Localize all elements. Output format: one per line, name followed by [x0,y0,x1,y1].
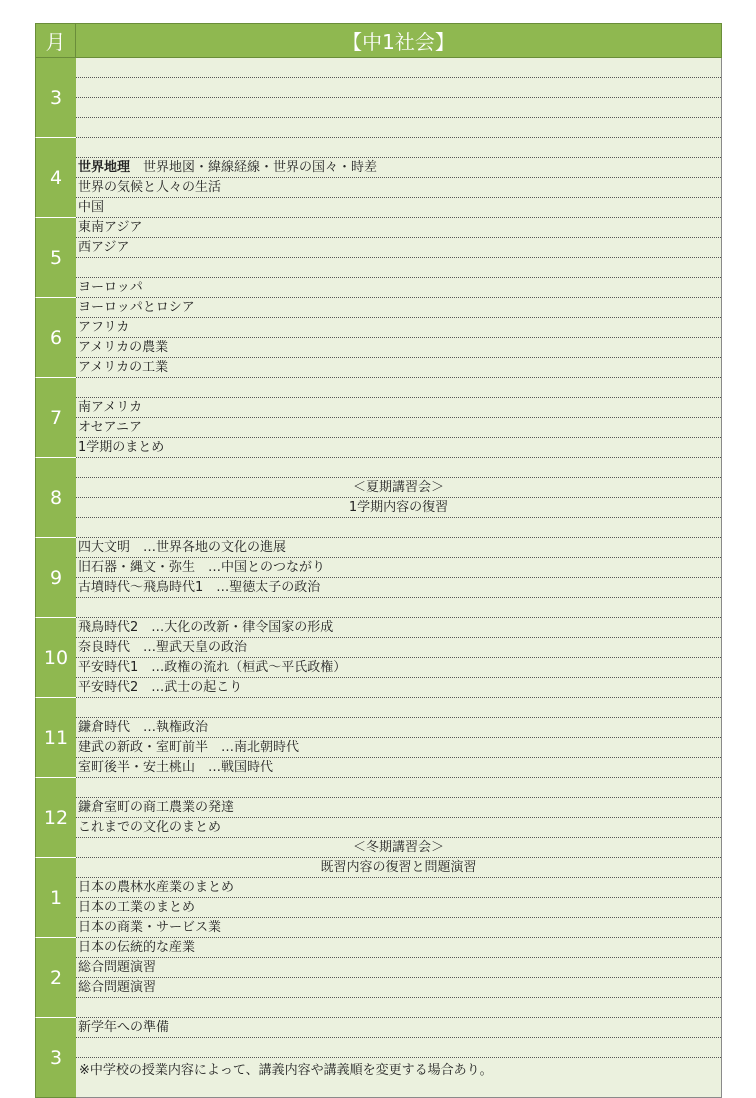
row-text: 室町後半・安土桃山 …戦国時代 [78,760,274,775]
schedule-row [76,698,721,718]
row-text: アメリカの工業 [78,360,169,375]
schedule-row [76,558,721,578]
month-label: 1 [35,858,76,938]
row-text: ＜夏期講習会＞ [352,480,444,495]
row-text: ヨーロッパとロシア [78,300,195,315]
month-content [76,538,722,618]
month-label: 4 [35,138,76,218]
schedule-row [76,178,721,198]
month-group [35,538,722,618]
month-group [35,378,722,458]
row-text: 古墳時代～飛鳥時代1 …聖徳太子の政治 [78,580,321,595]
row-text: アメリカの農業 [78,340,169,355]
schedule-row [76,138,721,158]
row-text: 南アメリカ [78,400,143,415]
schedule-row [76,618,721,638]
schedule-row [76,778,721,798]
row-text: これまでの文化のまとめ [78,820,222,835]
month-group [35,138,722,218]
schedule-row [76,898,721,918]
row-text: 世界の気候と人々の生活 [78,180,222,195]
month-group [35,218,722,298]
month-label: 3 [35,58,76,138]
month-label: 8 [35,458,76,538]
schedule-row [76,278,721,298]
row-text: ＜冬期講習会＞ [352,840,444,855]
table-title: 【中1社会】 [76,23,722,58]
month-label: 10 [35,618,76,698]
row-text: 平安時代2 …武士の起こり [78,680,243,695]
row-text: 日本の工業のまとめ [78,900,196,915]
row-text: 1学期内容の復習 [348,500,449,515]
row-text: 西アジア [78,240,130,255]
schedule-row [76,418,721,438]
row-text: 旧石器・縄文・弥生 …中国とのつながり [78,560,326,575]
row-text: 総合問題演習 [78,980,157,995]
schedule-row [76,58,721,78]
month-groups [35,58,722,1098]
schedule-row [76,338,721,358]
schedule-row [76,258,721,278]
month-content [76,378,722,458]
unit-heading: 世界地理 [78,160,131,175]
schedule-row [76,238,721,258]
row-text: 奈良時代 …聖武天皇の政治 [78,640,248,655]
month-label: 11 [35,698,76,778]
schedule-row [76,738,721,758]
row-text: 建武の新政・室町前半 …南北朝時代 [78,740,300,755]
schedule-row [76,1038,721,1058]
month-content [76,458,722,538]
schedule-row [76,958,721,978]
row-text: 日本の農林水産業のまとめ [78,880,235,895]
month-content [76,778,722,858]
row-text: 飛鳥時代2 …大化の改新・律令国家の形成 [78,620,334,635]
month-label: 6 [35,298,76,378]
row-text: 新学年への準備 [78,1020,170,1035]
row-text: 1学期のまとめ [78,440,165,455]
schedule-row [76,438,721,458]
month-group [35,698,722,778]
schedule-row [76,878,721,898]
row-text: オセアニア [78,420,142,435]
schedule-row [76,838,721,858]
schedule-row [76,498,721,518]
month-group [35,778,722,858]
schedule-row [76,318,721,338]
month-label: 3 [35,1018,76,1098]
row-text: 既習内容の復習と問題演習 [320,860,477,875]
row-text: 総合問題演習 [78,960,157,975]
row-text: 東南アジア [78,220,143,235]
row-text: 日本の伝統的な産業 [78,940,196,955]
month-content [76,698,722,778]
month-group [35,858,722,938]
month-label: 2 [35,938,76,1018]
schedule-row [76,398,721,418]
month-content [76,938,722,1018]
schedule-row [76,598,721,618]
schedule-row [76,578,721,598]
table-header [35,23,722,58]
month-content [76,58,722,138]
row-text: 四大文明 …世界各地の文化の進展 [78,540,287,555]
month-group [35,298,722,378]
schedule-row [76,998,721,1018]
schedule-row [76,818,721,838]
row-text: 中国 [78,200,105,215]
month-label: 5 [35,218,76,298]
row-text: 鎌倉室町の商工農業の発達 [78,800,235,815]
month-content [76,138,722,218]
footnote: ※中学校の授業内容によって、講義内容や講義順を変更する場合あり。 [79,1063,493,1078]
schedule-row [76,158,721,178]
month-content [76,1018,722,1098]
schedule-row [76,858,721,878]
month-label: 9 [35,538,76,618]
schedule-row [76,458,721,478]
month-label: 7 [35,378,76,458]
row-text: 日本の商業・サービス業 [78,920,222,935]
month-group [35,458,722,538]
row-text: アフリカ [78,320,130,335]
schedule-row [76,118,721,138]
schedule-row [76,518,721,538]
schedule-row [76,718,721,738]
schedule-row [76,798,721,818]
month-content [76,298,722,378]
month-content [76,218,722,298]
month-group [35,618,722,698]
month-column-header: 月 [35,23,76,58]
schedule-row [76,758,721,778]
month-group [35,1018,722,1098]
schedule-row [76,658,721,678]
month-group [35,58,722,138]
schedule-row [76,78,721,98]
month-content [76,858,722,938]
schedule-row [76,918,721,938]
schedule-row [76,98,721,118]
schedule-table [35,23,722,1098]
schedule-row [76,478,721,498]
schedule-row [76,218,721,238]
row-text: 平安時代1 …政権の流れ（桓武～平氏政権） [78,660,347,675]
row-text: 鎌倉時代 …執権政治 [78,720,209,735]
schedule-row [76,378,721,398]
schedule-row [76,678,721,698]
schedule-row [76,938,721,958]
schedule-row [76,638,721,658]
schedule-row [76,298,721,318]
schedule-row [76,1018,721,1038]
schedule-row [76,358,721,378]
month-content [76,618,722,698]
row-text: ヨーロッパ [78,280,143,295]
schedule-row [76,978,721,998]
schedule-row [76,198,721,218]
schedule-row [76,538,721,558]
row-text: 世界地図・緯線経線・世界の国々・時差 [130,160,378,175]
month-label: 12 [35,778,76,858]
month-group [35,938,722,1018]
